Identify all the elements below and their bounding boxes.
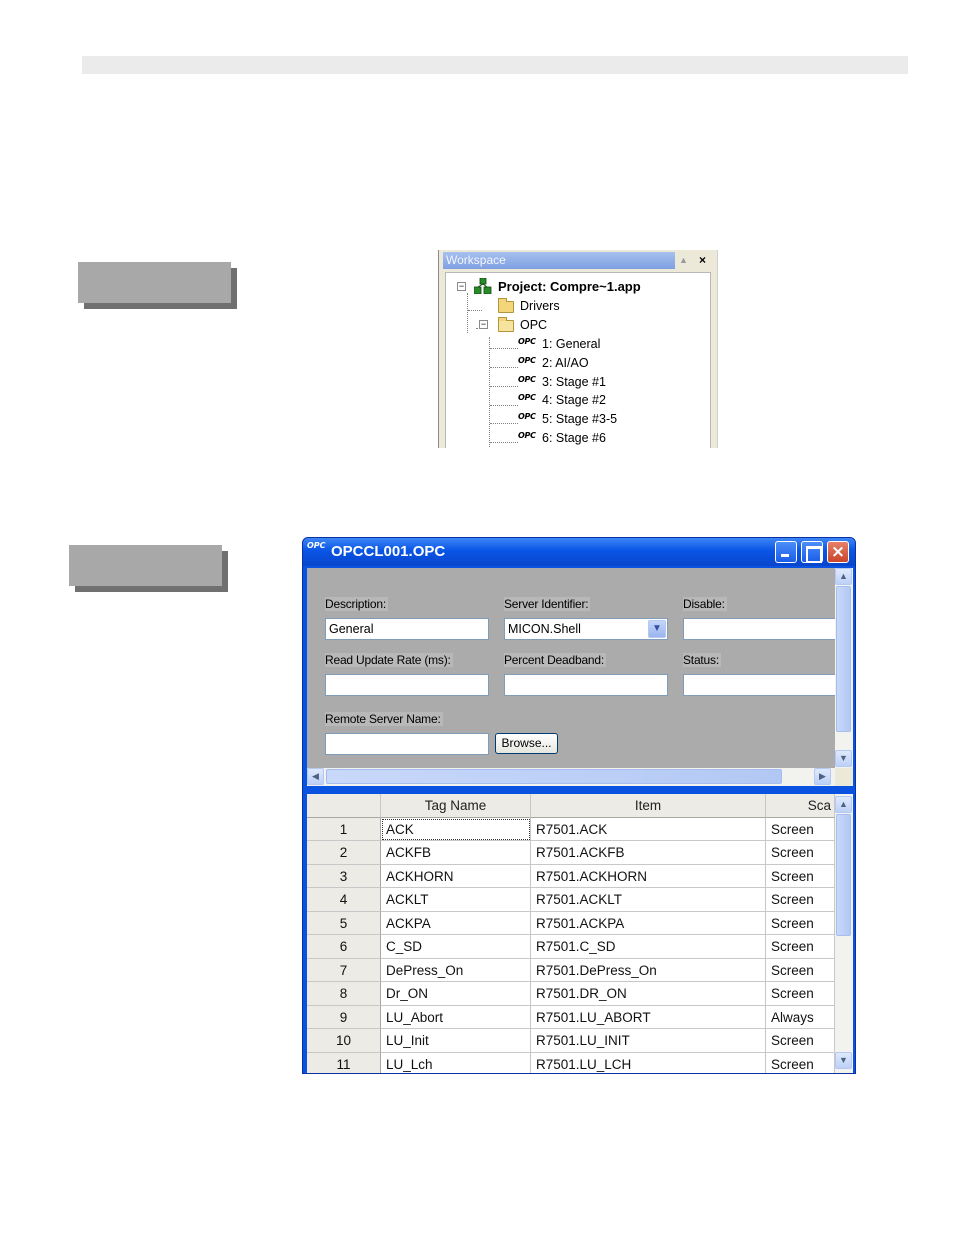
row-number[interactable]: 7 (307, 959, 381, 983)
scroll-right-icon[interactable]: ▶ (814, 768, 831, 785)
column-header-scan[interactable]: Sca (766, 794, 835, 818)
percent-deadband-label: Percent Deadband: (504, 653, 605, 667)
form-horizontal-scrollbar[interactable] (307, 768, 835, 786)
row-number[interactable]: 5 (307, 912, 381, 936)
remote-server-field[interactable] (325, 733, 489, 755)
percent-deadband-field[interactable] (504, 674, 668, 696)
tag-name-cell[interactable]: ACK (381, 818, 531, 842)
item-cell[interactable]: R7501.ACK (531, 818, 766, 842)
tag-name-cell[interactable]: Dr_ON (381, 982, 531, 1006)
table-row[interactable] (307, 888, 835, 912)
table-row[interactable] (307, 818, 835, 842)
column-header-item[interactable]: Item (531, 794, 766, 818)
window-title-bar[interactable] (303, 538, 856, 566)
tree-opc-file[interactable]: 3: Stage #1 (542, 375, 606, 389)
browse-button[interactable]: Browse... (495, 733, 558, 754)
description-field[interactable]: General (325, 618, 489, 640)
table-row[interactable] (307, 912, 835, 936)
tree-drivers-item[interactable]: Drivers (520, 299, 560, 313)
project-icon (474, 278, 492, 294)
scroll-up-icon[interactable]: ▲ (835, 796, 852, 813)
table-row[interactable] (307, 982, 835, 1006)
close-icon: × (830, 542, 846, 562)
scan-cell[interactable]: Screen (766, 818, 835, 842)
scan-cell[interactable]: Screen (766, 982, 835, 1006)
tree-opc-item[interactable]: OPC (520, 318, 548, 332)
server-identifier-label: Server Identifier: (504, 597, 589, 611)
disable-label: Disable: (683, 597, 725, 611)
project-collapse-toggle[interactable]: − (458, 281, 465, 291)
scan-cell[interactable]: Screen (766, 865, 835, 889)
opc-icon: OPC (518, 412, 536, 421)
table-row[interactable] (307, 841, 835, 865)
row-number[interactable]: 10 (307, 1029, 381, 1053)
tag-name-cell[interactable]: LU_Init (381, 1029, 531, 1053)
maximize-button[interactable] (801, 541, 823, 563)
folder-open-icon (498, 320, 514, 332)
chevron-down-icon[interactable]: ▼ (648, 620, 666, 638)
table-row[interactable] (307, 1029, 835, 1053)
opc-icon: OPC (307, 541, 326, 550)
row-number[interactable]: 8 (307, 982, 381, 1006)
tag-name-cell[interactable]: ACKHORN (381, 865, 531, 889)
read-update-rate-label: Read Update Rate (ms): (325, 653, 451, 667)
scroll-up-icon[interactable]: ▲ (835, 568, 852, 585)
tag-name-cell[interactable]: LU_Lch (381, 1053, 531, 1075)
row-number[interactable]: 4 (307, 888, 381, 912)
minimize-button[interactable] (775, 541, 797, 563)
scroll-thumb[interactable] (836, 814, 851, 936)
row-number[interactable]: 11 (307, 1053, 381, 1075)
form-vertical-scrollbar[interactable] (835, 568, 853, 768)
table-row[interactable] (307, 1053, 835, 1075)
item-cell[interactable]: R7501.C_SD (531, 935, 766, 959)
scan-cell[interactable]: Screen (766, 912, 835, 936)
scan-cell[interactable]: Screen (766, 935, 835, 959)
table-row[interactable] (307, 959, 835, 983)
close-icon[interactable]: × (699, 253, 707, 267)
server-identifier-value: MICON.Shell (508, 622, 581, 636)
step-box-2 (69, 545, 229, 593)
table-row[interactable] (307, 865, 835, 889)
close-button[interactable] (827, 541, 849, 563)
opc-icon: OPC (518, 337, 536, 346)
tree-opc-file[interactable]: 4: Stage #2 (542, 393, 606, 407)
scrollbar-corner (835, 768, 853, 786)
corner-header (307, 794, 381, 818)
opc-settings-form (307, 568, 835, 768)
scan-cell[interactable]: Screen (766, 1029, 835, 1053)
scroll-down-icon[interactable]: ▼ (835, 1052, 852, 1069)
item-cell[interactable]: R7501.LU_INIT (531, 1029, 766, 1053)
server-identifier-select[interactable] (504, 618, 668, 640)
tag-name-cell[interactable]: DePress_On (381, 959, 531, 983)
disable-field[interactable] (683, 618, 835, 640)
tree-project-item[interactable]: Project: Compre~1.app (498, 279, 641, 294)
scroll-left-icon[interactable]: ◀ (307, 768, 324, 785)
item-cell[interactable]: R7501.ACKFB (531, 841, 766, 865)
row-number[interactable]: 1 (307, 818, 381, 842)
pin-icon[interactable]: ▲ (679, 255, 688, 265)
item-cell[interactable]: R7501.LU_LCH (531, 1053, 766, 1075)
item-cell[interactable]: R7501.ACKLT (531, 888, 766, 912)
row-number[interactable]: 2 (307, 841, 381, 865)
scan-cell[interactable]: Screen (766, 841, 835, 865)
step-box-1 (78, 262, 238, 310)
page-header-bar (82, 56, 908, 74)
tag-name-cell[interactable]: ACKPA (381, 912, 531, 936)
tree-opc-file[interactable]: 6: Stage #6 (542, 431, 606, 445)
column-header-tag-name[interactable]: Tag Name (381, 794, 531, 818)
row-number[interactable]: 6 (307, 935, 381, 959)
status-field[interactable] (683, 674, 835, 696)
folder-icon (498, 301, 514, 313)
read-update-rate-field[interactable] (325, 674, 489, 696)
item-cell[interactable]: R7501.ACKPA (531, 912, 766, 936)
workspace-title: Workspace (443, 252, 675, 269)
scroll-thumb[interactable] (836, 586, 851, 732)
opc-collapse-toggle[interactable]: − (480, 319, 487, 329)
scan-cell[interactable]: Screen (766, 888, 835, 912)
grid-header-row (307, 794, 835, 818)
scan-cell[interactable]: Screen (766, 959, 835, 983)
tag-grid (307, 794, 835, 1074)
tag-name-cell[interactable]: LU_Abort (381, 1006, 531, 1030)
workspace-panel (438, 250, 718, 448)
opc-icon: OPC (518, 431, 536, 440)
tag-name-cell[interactable]: C_SD (381, 935, 531, 959)
item-cell[interactable]: R7501.LU_ABORT (531, 1006, 766, 1030)
scroll-down-icon[interactable]: ▼ (835, 750, 852, 767)
opc-icon: OPC (518, 393, 536, 402)
status-label: Status: (683, 653, 719, 667)
tree-opc-file[interactable]: 1: General (542, 337, 601, 351)
opc-icon: OPC (518, 375, 536, 384)
row-number[interactable]: 3 (307, 865, 381, 889)
tag-name-cell[interactable]: ACKLT (381, 888, 531, 912)
workspace-tree (445, 272, 711, 448)
row-number[interactable]: 9 (307, 1006, 381, 1030)
tag-name-cell[interactable]: ACKFB (381, 841, 531, 865)
table-row[interactable] (307, 1006, 835, 1030)
scroll-thumb[interactable] (326, 769, 782, 784)
opc-icon: OPC (518, 356, 536, 365)
grid-vertical-scrollbar[interactable] (835, 794, 853, 1074)
tree-opc-file[interactable]: 2: AI/AO (542, 356, 589, 370)
window-title: OPCCL001.OPC (331, 543, 446, 560)
description-label: Description: (325, 597, 386, 611)
opc-window (302, 537, 856, 1074)
scan-cell[interactable]: Always (766, 1006, 835, 1030)
tree-opc-file[interactable]: 5: Stage #3-5 (542, 412, 618, 426)
remote-server-label: Remote Server Name: (325, 712, 441, 726)
item-cell[interactable]: R7501.ACKHORN (531, 865, 766, 889)
table-row[interactable] (307, 935, 835, 959)
scan-cell[interactable]: Screen (766, 1053, 835, 1075)
item-cell[interactable]: R7501.DR_ON (531, 982, 766, 1006)
item-cell[interactable]: R7501.DePress_On (531, 959, 766, 983)
